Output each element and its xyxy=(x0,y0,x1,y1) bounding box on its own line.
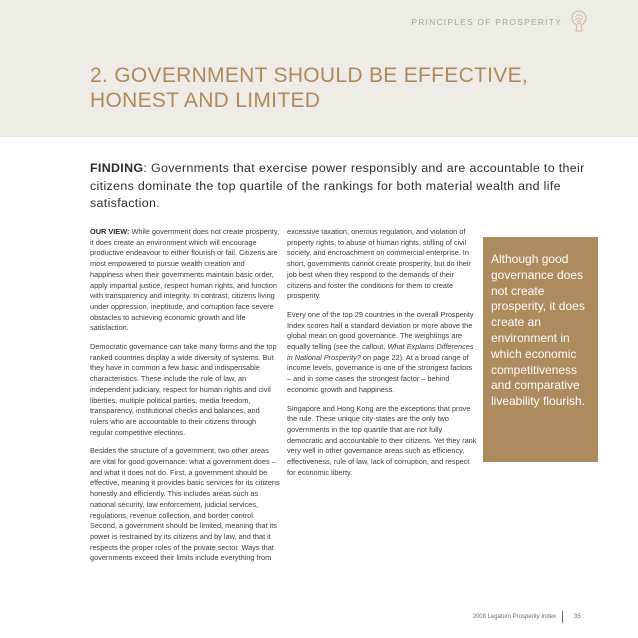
body-paragraph-text: Every one of the top 29 countries in the overall Prosperity Index scores half a standard deviation or more above the global mean on good governance. The weightings are equally telling (see the callout, xyxy=(287,309,474,352)
footer-publication: 2008 Legatum Prosperity Index xyxy=(472,614,556,620)
body-paragraph xyxy=(287,310,477,396)
ornate-crest-logo-icon xyxy=(568,9,590,33)
body-paragraph: Democratic governance can take many forms and the top ranked countries display a wide diversity of systems. But they have in common a few basic and indispensable characteristics. These include the rule of law, an independent judiciary, respect for human rights and civil liberties, multiple political parties, media freedom, transparency, institutional checks and balances, and rulers who are accountable to their citizens through regular competitive elections. xyxy=(90,342,277,437)
body-paragraph: Singapore and Hong Kong are the exceptions that prove the rule. These unique city-states are the only two governments in the top quartile that are not fully democratic and accountable to their citizens. Yet they rank very well in other governance areas such as efficiency, effectiveness, rule of law, lack of corruption, and respect for economic liberty. xyxy=(287,403,477,477)
pull-quote-box xyxy=(483,237,598,462)
finding-statement xyxy=(90,160,590,213)
page-number: 35 xyxy=(574,614,581,620)
footer-divider xyxy=(562,611,563,623)
our-view-label: OUR VIEW: xyxy=(90,227,130,236)
finding-label: FINDING xyxy=(90,161,144,175)
finding-text: : Governments that exercise power responsibly and are accountable to their citizens dominate the top quartile of the rankings for both material wealth and life satisfaction. xyxy=(90,161,585,210)
body-column-middle xyxy=(287,227,477,486)
chapter-title-line-1: 2. GOVERNMENT SHOULD BE EFFECTIVE, xyxy=(90,64,529,87)
chapter-title-line-2: HONEST AND LIMITED xyxy=(90,89,321,112)
running-head: PRINCIPLES OF PROSPERITY xyxy=(411,17,562,27)
body-paragraph-text: on page 22). At a broad range of income levels, governance is one of the strongest factors – and in some cases the strongest factor – behind economic growth and happiness. xyxy=(287,352,473,394)
chapter-title xyxy=(90,63,550,113)
body-paragraph xyxy=(90,227,280,334)
body-paragraph: Besides the structure of a government, two other areas are vital for good governance: what a government does – and what it does not do. First, a government should be effective, meaning it provides basic services for its citizens honestly and efficiently. This includes areas such as national security, law enforcement, judicial services, regulations, revenue collection, and border control. Second, a government should be limited, meaning that its power is restrained by its citizens and by law, and that it respects the proper roles of the private sector. Ways that governments exceed their limits include everything from xyxy=(90,446,280,563)
pull-quote-text: Although good governance does not create prosperity, it does create an environment in which economic competitiveness and comparative liveability flourish. xyxy=(491,252,586,409)
callout-reference: What Explains Differences in National Prosperity? xyxy=(287,342,474,362)
body-column-left xyxy=(90,227,280,572)
body-paragraph: excessive taxation, onerous regulation, and violation of property rights, to abuse of human rights, stifling of civil society, and encroachment on commercial enterprise. In short, governments cannot create prosperity, but do their job best when they respond to the demands of their citizens and foster the conditions for them to create prosperity. xyxy=(287,227,471,301)
body-paragraph-text: While government does not create prosperity, it does create an environment which will encourage productive endeavour to either flourish or fail. Citizens are most empowered to pursue wealth creation and happiness when their governments maintain basic order, apply impartial justice, respect human rights, and function with transparency and integrity. In contrast, citizens living under oppression, ineptitude, and corruption face severe obstacles to achieving economic growth and life satisfaction. xyxy=(90,227,280,333)
